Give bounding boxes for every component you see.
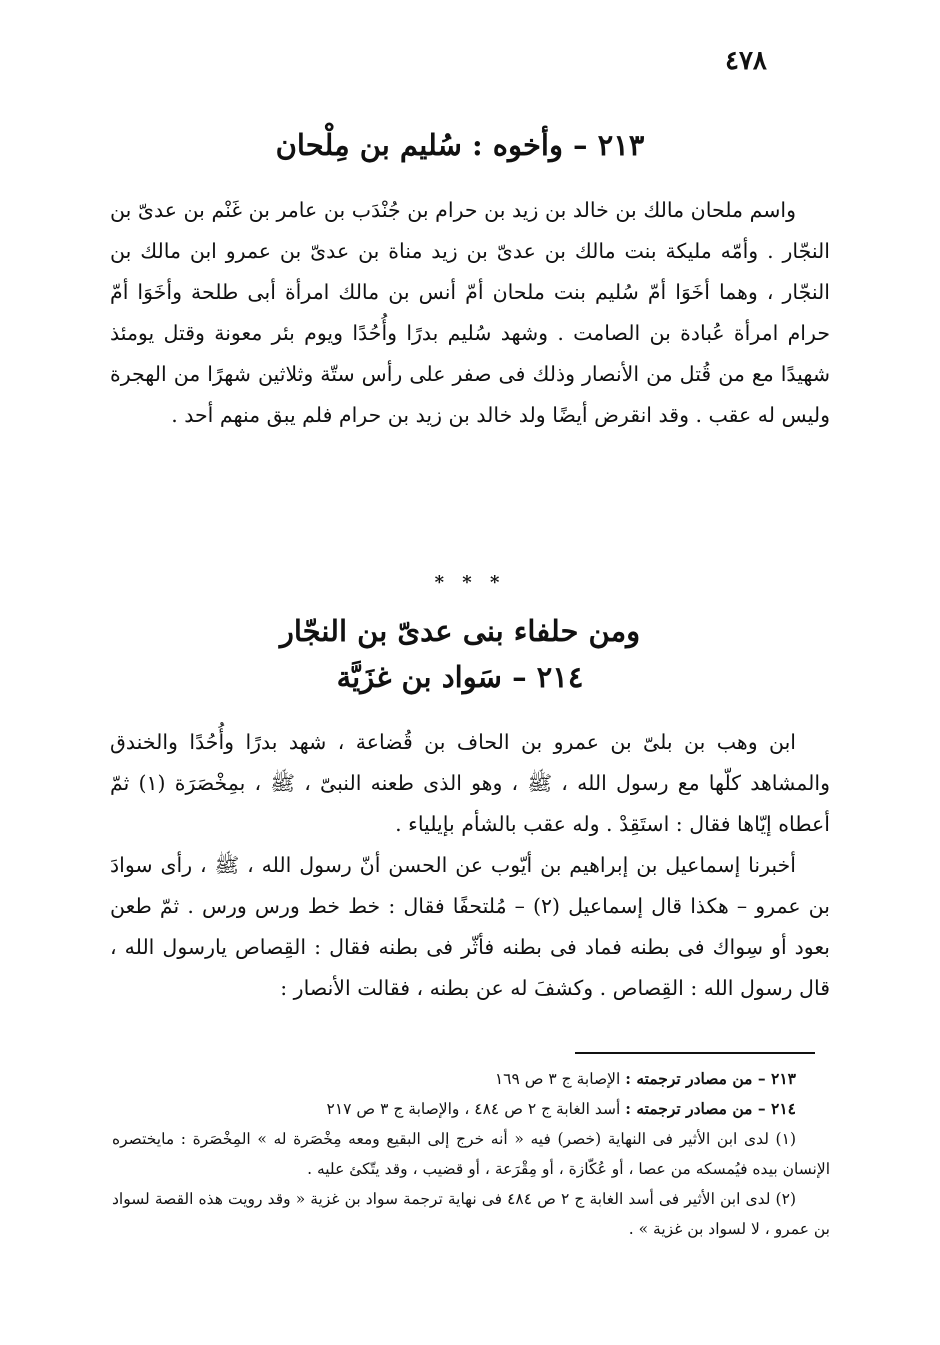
- entry-214-heading: ٢١٤ – سَواد بن غزَيَّة: [336, 660, 584, 694]
- entry-214-paragraph-2: أخبرنا إسماعيل بن إبراهيم بن أيّوب عن الحسن أنّ رسول الله ، ﷺ ، رأى سوادَ بن عمرو – هكذا قال إسماعيل (٢) – مُلتحفًا فقال : خط خط ورس ورس . ثمّ طعن بعود أو سِواك فى بطنه فماد فى بطنه فأثّر فى بطنه فقال : القِصاص يارسول الله ، قال رسول الله : القِصاص . وكشفَ له عن بطنه ، فقالت الأنصار :: [110, 853, 830, 1000]
- footnote-source-214: [112, 1094, 830, 1124]
- entry-213-paragraph: واسم ملحان مالك بن خالد بن زيد بن حرام بن جُنْدَب بن عامر بن غَنْم بن عدىّ بن النجّار . وأمّه مليكة بنت مالك بن عدىّ بن زيد مناة بن عدىّ بن عمرو ابن مالك بن النجّار ، وهما أخَوَا أمّ سُليم بنت ملحان أمّ أنس بن مالك امرأة أبى طلحة وأخَوَا أمّ حرام امرأة عُبادة بن الصامت . وشهد سُليم بدرًا وأُحُدًا ويوم بئر معونة وقتل يومئذ شهيدًا مع من قُتل من الأنصار وذلك فى صفر على رأس ستّة وثلاثين شهرًا من الهجرة وليس له عقب . وقد انقرض أيضًا ولد خالد بن زيد بن حرام فلم يبق منهم أحد .: [110, 198, 830, 427]
- entry-214-body: [110, 722, 830, 1009]
- footnote-2: (٢) لدى ابن الأثير فى أسد الغابة ج ٢ ص ٤٨٤ فى نهاية ترجمة سواد بن غزية « وقد رويت هذه القصة لسواد بن عمرو ، لا لسواد بن غزية » .: [112, 1190, 830, 1238]
- footnote-source-214-text: أسد الغابة ج ٢ ص ٤٨٤ ، والإصابة ج ٣ ص ٢١٧: [326, 1100, 621, 1118]
- entry-213-body: [110, 190, 830, 436]
- footnotes: [112, 1064, 830, 1244]
- footnote-source-213-lead: ٢١٣ – من مصادر ترجمته :: [625, 1069, 796, 1088]
- footnote-1: (١) لدى ابن الأثير فى النهاية (خصر) فيه « أنه خرج إلى البقيع ومعه مِخْصَرة له » المِخْصَرة : مايختصره الإنسان بيده فيُمسكه من عصا ، أو عُكّازة ، أو مِقْرَعة ، أو قضيب ، وقد يتّكئ عليه .: [112, 1130, 830, 1178]
- entry-213-heading: ٢١٣ – وأخوه : سُليم بن مِلْحان: [275, 128, 645, 162]
- entry-214-paragraph-1: ابن وهب بن بلىّ بن عمرو بن الحاف بن قُضاعة ، شهد بدرًا وأُحُدًا والخندق والمشاهد كلّها مع رسول الله ، ﷺ ، وهو الذى طعنه النبىّ ، ﷺ ، بمِخْصَرَة (١) ثمّ أعطاه إيّاها فقال : استَقِدْ . وله عقب بالشأم بإيلياء .: [110, 730, 830, 836]
- section-separator: * * *: [434, 572, 506, 593]
- footnote-source-213-text: الإصابة ج ٣ ص ١٦٩: [494, 1070, 621, 1088]
- page-number: ٤٧٨: [725, 46, 767, 76]
- footnote-source-213: [112, 1064, 830, 1094]
- footnote-divider: [575, 1052, 815, 1054]
- section-heading: ومن حلفاء بنى عدىّ بن النجّار: [279, 614, 641, 648]
- footnote-source-214-lead: ٢١٤ – من مصادر ترجمته :: [625, 1099, 796, 1118]
